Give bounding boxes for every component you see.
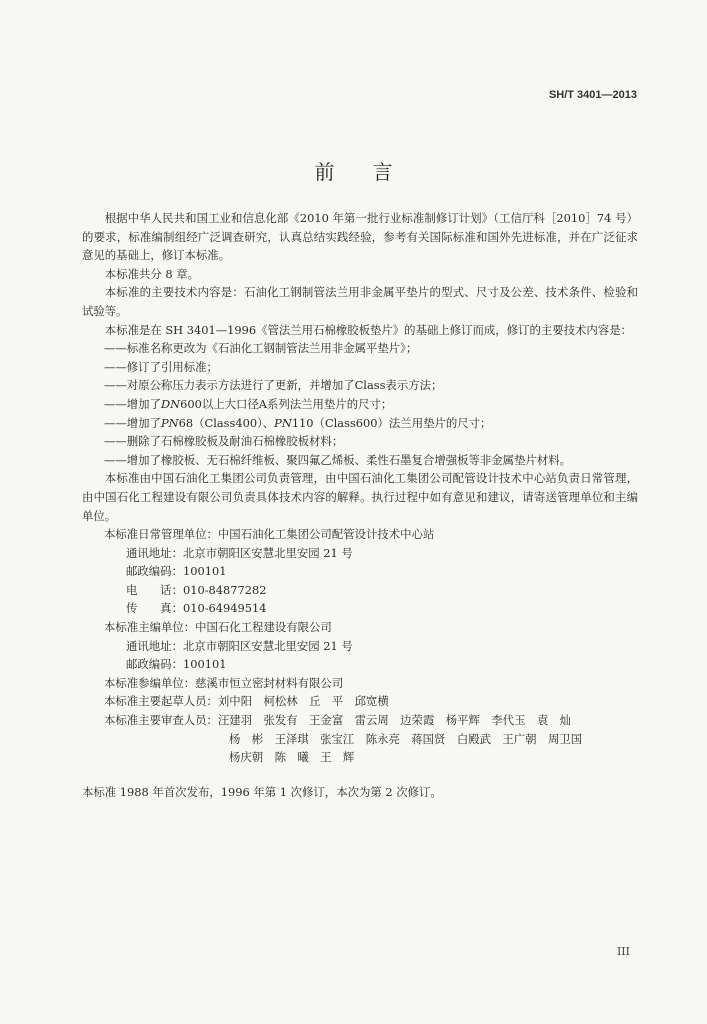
management-fax: 传 真：010-64949514: [126, 601, 267, 616]
foreword-body: [82, 209, 638, 801]
standard-number: SH/T 3401—2013: [548, 89, 637, 101]
change-text: ——增加了: [104, 415, 161, 430]
drafters-list: 本标准主要起草人员：刘中阳 柯松林 丘 平 邱宽横: [104, 694, 389, 709]
reviewers-list-cont: 杨庆朝 陈 曦 王 辉: [229, 750, 355, 765]
spacer: [82, 767, 638, 783]
change-item: ——对原公称压力表示方法进行了更新，并增加了Class表示方法；: [104, 378, 443, 393]
management-unit: 本标准日常管理单位：中国石油化工集团公司配管设计技术中心站: [104, 527, 435, 542]
publication-history: 本标准 1988 年首次发布，1996 年第 1 次修订，本次为第 2 次修订。: [82, 784, 442, 799]
paragraph-chapters: 本标准共分 8 章。: [104, 266, 200, 281]
change-item: ——删除了石棉橡胶板及耐油石棉橡胶板材料；: [104, 434, 344, 449]
change-item: ——增加了橡胶板、无石棉纤维板、聚四氟乙烯板、柔性石墨复合增强板等非金属垫片材料。: [104, 452, 572, 467]
management-postcode: 邮政编码：100101: [126, 564, 227, 579]
editor-address: 通讯地址：北京市朝阳区安慧北里安园 21 号: [126, 638, 353, 653]
change-text: 110（Class600）法兰用垫片的尺寸；: [291, 415, 492, 430]
page-title: 前言: [314, 160, 431, 184]
change-symbol: DN: [160, 396, 181, 411]
paragraph-content: 本标准的主要技术内容是：石油化工钢制管法兰用非金属平垫片的型式、尺寸及公差、技术条件、检验和试验等。: [82, 285, 638, 318]
paragraph-revision: 本标准是在 SH 3401—1996《管法兰用石棉橡胶板垫片》的基础上修订而成，修订的主要技术内容是：: [104, 322, 632, 337]
editor-unit: 本标准主编单位：中国石化工程建设有限公司: [104, 620, 332, 635]
management-phone: 电 话：010-84877282: [126, 582, 267, 597]
management-address: 通讯地址：北京市朝阳区安慧北里安园 21 号: [126, 545, 353, 560]
reviewers-list: 本标准主要审查人员：汪建羽 张发有 王金富 雷云周 边荣霞 杨平辉 李代玉 袁 灿: [104, 713, 572, 728]
change-item: ——修订了引用标准；: [104, 359, 218, 374]
reviewers-list-cont: 杨 彬 王泽琪 张宝江 陈永亮 蒋国贤 白殿武 王广朝 周卫国: [229, 731, 583, 746]
change-item: ——标准名称更改为《石油化工钢制管法兰用非金属平垫片》；: [104, 341, 418, 356]
change-text: 600以上大口径A系列法兰用垫片的尺寸；: [180, 396, 393, 411]
editor-postcode: 邮政编码：100101: [126, 657, 227, 672]
change-item-pn: [82, 414, 638, 433]
change-item-dn: [82, 395, 638, 414]
participant-unit: 本标准参编单位：慈溪市恒立密封材料有限公司: [104, 675, 344, 690]
page-number: III: [616, 945, 630, 958]
paragraph-basis: 根据中华人民共和国工业和信息化部《2010 年第一批行业标准制修订计划》（工信厅科［2010］74 号）的要求，标准编制组经广泛调查研究，认真总结实践经验，参考有关国际标准和国外先进标准，并在广泛征求意见的基础上，修订本标准。: [82, 211, 638, 263]
change-symbol: PN: [160, 415, 179, 430]
change-text: ——增加了: [104, 396, 161, 411]
change-symbol: PN: [274, 415, 292, 430]
paragraph-management: 本标准由中国石油化工集团公司负责管理，由中国石油化工集团公司配管设计技术中心站负责日常管理，由中国石化工程建设有限公司负责具体技术内容的解释。执行过程中如有意见和建议，请寄送管理单位和主编单位。: [82, 471, 638, 523]
change-text: 68（Class400）、: [178, 415, 275, 430]
